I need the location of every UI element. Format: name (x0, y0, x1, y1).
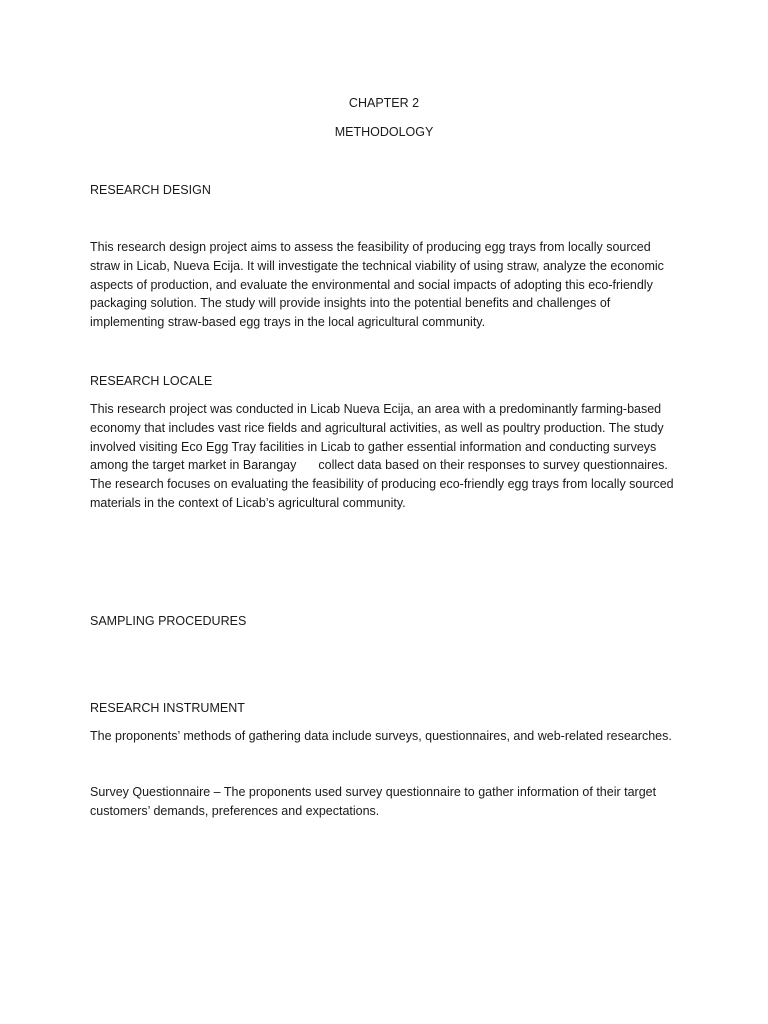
research-locale-text-part2: collect data based on their responses to survey questionnaires. The research focuses on evaluating the feasibility of producing eco-friendly egg trays from locally sourced materials in the context of Licab’s agricultural community. (90, 458, 674, 510)
sampling-procedures-heading: SAMPLING PROCEDURES (90, 614, 247, 628)
page-title: METHODOLOGY (334, 125, 434, 139)
chapter-label: CHAPTER 2 (348, 96, 420, 110)
research-design-paragraph: This research design project aims to assess the feasibility of producing egg trays from locally sourced straw in Licab, Nueva Ecija. It will investigate the technical viability of using straw, analyze the economic aspects of production, and evaluate the environmental and social impacts of adopting this eco-friendly packaging solution. The study will provide insights into the potential benefits and challenges of implementing straw-based egg trays in the local agricultural community. (90, 240, 664, 330)
research-instrument-heading: RESEARCH INSTRUMENT (90, 701, 245, 715)
research-instrument-paragraph: The proponents’ methods of gathering data include surveys, questionnaires, and web-related researches. (90, 729, 672, 743)
research-locale-paragraph (90, 400, 680, 513)
research-design-heading: RESEARCH DESIGN (90, 183, 211, 197)
research-locale-text-part1: This research project was conducted in Licab Nueva Ecija, an area with a predominantly farming-based economy that includes vast rice fields and agricultural activities, as well as poultry production. The study involved visiting Eco Egg Tray facilities in Licab to gather essential information and conducting surveys among the target market in Barangay (90, 402, 664, 473)
research-locale-heading: RESEARCH LOCALE (90, 374, 213, 388)
survey-questionnaire-paragraph: Survey Questionnaire – The proponents used survey questionnaire to gather information of their target customers’ demands, preferences and expectations. (90, 785, 657, 818)
